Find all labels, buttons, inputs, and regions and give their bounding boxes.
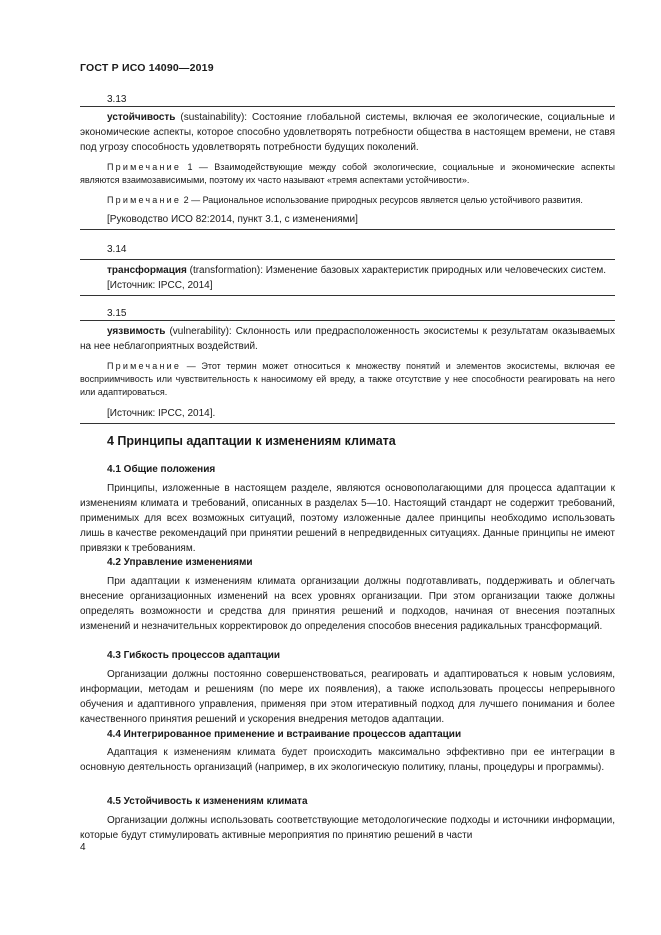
term-number: 3.14 bbox=[107, 244, 127, 255]
term-entry-transformation bbox=[80, 259, 615, 296]
subsection-title: 4.3 Гибкость процессов адаптации bbox=[107, 650, 281, 661]
term-note bbox=[80, 360, 615, 399]
definition-text: Изменение базовых характеристик природных или человеческих систем. bbox=[265, 265, 607, 276]
definition-text: Состояние глобальной системы, включая ее экологические, социальные и экономические аспекты, которое способно удовлетворять потребности общества в настоящем времени, не ставя под угрозу способность удовлетворять потребности будущих поколений. bbox=[80, 112, 616, 153]
note-text: 1 — Взаимодействующие между собой экологические, социальные и экономические аспекты являются взаимозависимыми, поэтому их часто называют «тремя аспектами устойчивости». bbox=[80, 162, 615, 185]
term-source: [Источник: IPCC, 2014] bbox=[107, 280, 213, 291]
page-number: 4 bbox=[80, 842, 86, 853]
term-definition bbox=[80, 263, 615, 278]
subsection-paragraph: Принципы, изложенные в настоящем разделе, являются основополагающими для процесса адаптации к изменениям климата и требований, описанных в разделах 5—10. Настоящий стандарт не содержит требований, применимых для всех возможных ситуаций, поэтому изложенные далее принципы необходимо использовать лишь в качестве рекомендаций при принятии решений в непредвиденных ситуациях. Данные принципы не имеют привязки к требованиям. bbox=[80, 483, 615, 554]
note-label: Примечание bbox=[107, 361, 182, 371]
note-text: 2 — Рациональное использование природных ресурсов является целью устойчивого развития. bbox=[181, 195, 583, 205]
subsection-paragraph: При адаптации к изменениям климата организации должны подготавливать, поддерживать и облегчать внесение организационных изменений на всех уровнях организации. При этом организации также должны определять возможности и средства для принятия решений и подходов, начиная от внесения поэтапных изменений и незначительных корректировок до определения способов внесения радикальных трансформаций. bbox=[80, 576, 615, 632]
standard-header: ГОСТ Р ИСО 14090—2019 bbox=[80, 62, 214, 74]
section-title: 4 Принципы адаптации к изменениям климата bbox=[107, 434, 396, 448]
term-english: (transformation): bbox=[186, 265, 266, 276]
term-definition bbox=[80, 324, 615, 354]
subsection-title: 4.1 Общие положения bbox=[107, 464, 216, 475]
term-source: [Источник: IPCC, 2014]. bbox=[107, 408, 216, 419]
term-definition bbox=[80, 110, 615, 155]
term-note bbox=[80, 161, 615, 187]
subsection-paragraph: Организации должны использовать соответствующие методологические подходы и источники информации, которые будут стимулировать активные мероприятия по принятию решений в части bbox=[80, 815, 615, 841]
definition-text: Склонность или предрасположенность экосистемы к результатам оказываемых на нее неблагоприятных воздействий. bbox=[80, 326, 615, 352]
subsection-paragraph: Организации должны постоянно совершенствоваться, реагировать и адаптироваться к новым условиям, информации, методам и решениям (по мере их появления), а также использовать процессы непрерывного обучения и адаптивного управления, применяя при этом итеративный подход для лучшего понимания и более качественного принятия решений и ускорения внедрения методов адаптации. bbox=[80, 669, 615, 725]
note-text: — Этот термин может относиться к множеству понятий и элементов экосистемы, включая ее восприимчивость или чувствительность к наносимому ей вреду, а также отсутствие у нее способности реагировать на него или адаптироваться. bbox=[80, 361, 615, 397]
term-name: устойчивость bbox=[107, 112, 176, 123]
term-entry-sustainability bbox=[80, 106, 615, 230]
term-name: трансформация bbox=[107, 265, 187, 276]
subsection-title: 4.4 Интегрированное применение и встраивание процессов адаптации bbox=[107, 729, 462, 740]
term-entry-vulnerability bbox=[80, 320, 615, 424]
term-name: уязвимость bbox=[107, 326, 166, 337]
subsection-title: 4.5 Устойчивость к изменениям климата bbox=[107, 796, 308, 807]
subsection-title: 4.2 Управление изменениями bbox=[107, 557, 253, 568]
note-label: Примечание bbox=[107, 195, 182, 205]
note-label: Примечание bbox=[107, 162, 182, 172]
term-source: [Руководство ИСО 82:2014, пункт 3.1, с изменениями] bbox=[107, 214, 358, 225]
term-number: 3.13 bbox=[107, 94, 127, 105]
term-english: (sustainability): bbox=[175, 112, 253, 123]
term-note bbox=[80, 194, 615, 207]
term-number: 3.15 bbox=[107, 308, 127, 319]
term-english: (vulnerability): bbox=[165, 326, 236, 337]
subsection-paragraph: Адаптация к изменениям климата будет происходить максимально эффективно при ее интеграции в основную деятельность организаций (например, в их экологическую политику, планы, процедуры и программы). bbox=[80, 747, 615, 773]
